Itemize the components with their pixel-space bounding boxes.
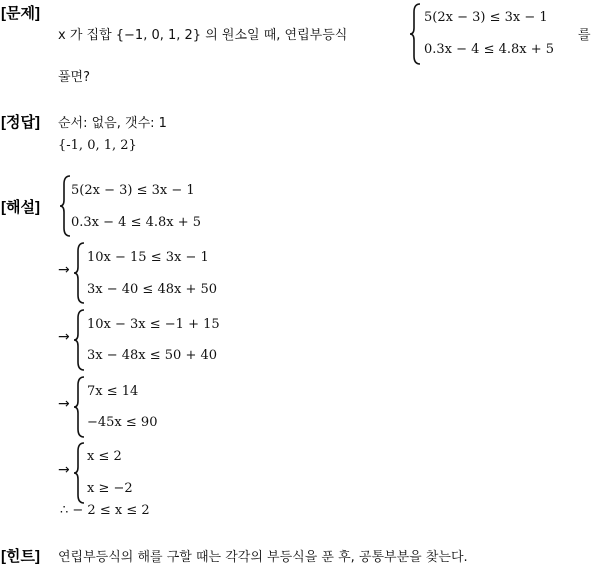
- hint-label: [힌트]: [1, 548, 40, 565]
- problem-text: x 가 집합 {−1, 0, 1, 2} 의 원소일 때, 연립부등식: [58, 28, 348, 43]
- system-line: 5(2x − 3) ≤ 3x − 1: [424, 10, 548, 25]
- solution-step: [60, 174, 240, 238]
- brace-icon: [74, 375, 86, 439]
- brace-icon: [410, 2, 422, 66]
- system-line: 0.3x − 4 ≤ 4.8x + 5: [424, 42, 555, 57]
- step-line: 0.3x − 4 ≤ 4.8x + 5: [71, 215, 202, 230]
- arrow-icon: →: [58, 396, 70, 412]
- hint-text: 연립부등식의 해를 구할 때는 각각의 부등식을 푼 후, 공통부분을 찾는다.: [58, 550, 468, 565]
- step-line: x ≤ 2: [87, 449, 122, 464]
- arrow-icon: →: [58, 329, 70, 345]
- problem-system: [410, 2, 570, 66]
- step-line: 5(2x − 3) ≤ 3x − 1: [71, 183, 195, 198]
- brace-icon: [74, 441, 86, 505]
- answer-label: [정답]: [1, 114, 40, 131]
- answer-set: {-1, 0, 1, 2}: [58, 138, 137, 153]
- step-line: 10x − 15 ≤ 3x − 1: [87, 250, 209, 265]
- brace-icon: [74, 241, 86, 305]
- solution-label: [해설]: [1, 199, 40, 216]
- solution-step: [74, 375, 194, 439]
- solution-step: [74, 308, 254, 372]
- arrow-icon: →: [58, 462, 70, 478]
- brace-icon: [74, 308, 86, 372]
- answer-line: 순서: 없음, 갯수: 1: [58, 116, 167, 131]
- step-line: 3x − 40 ≤ 48x + 50: [87, 282, 218, 297]
- solution-step: [74, 241, 254, 305]
- problem-text-line2: 풀면?: [58, 70, 91, 85]
- step-line: 7x ≤ 14: [87, 384, 139, 399]
- solution-step: [74, 441, 194, 505]
- step-line: x ≥ −2: [87, 481, 133, 496]
- step-line: 10x − 3x ≤ −1 + 15: [87, 317, 220, 332]
- step-line: 3x − 48x ≤ 50 + 40: [87, 348, 218, 363]
- problem-text-suffix: 를: [578, 28, 591, 43]
- problem-label: [문제]: [1, 5, 40, 22]
- arrow-icon: →: [58, 262, 70, 278]
- solution-conclusion: ∴ − 2 ≤ x ≤ 2: [60, 503, 150, 518]
- step-line: −45x ≤ 90: [87, 415, 158, 430]
